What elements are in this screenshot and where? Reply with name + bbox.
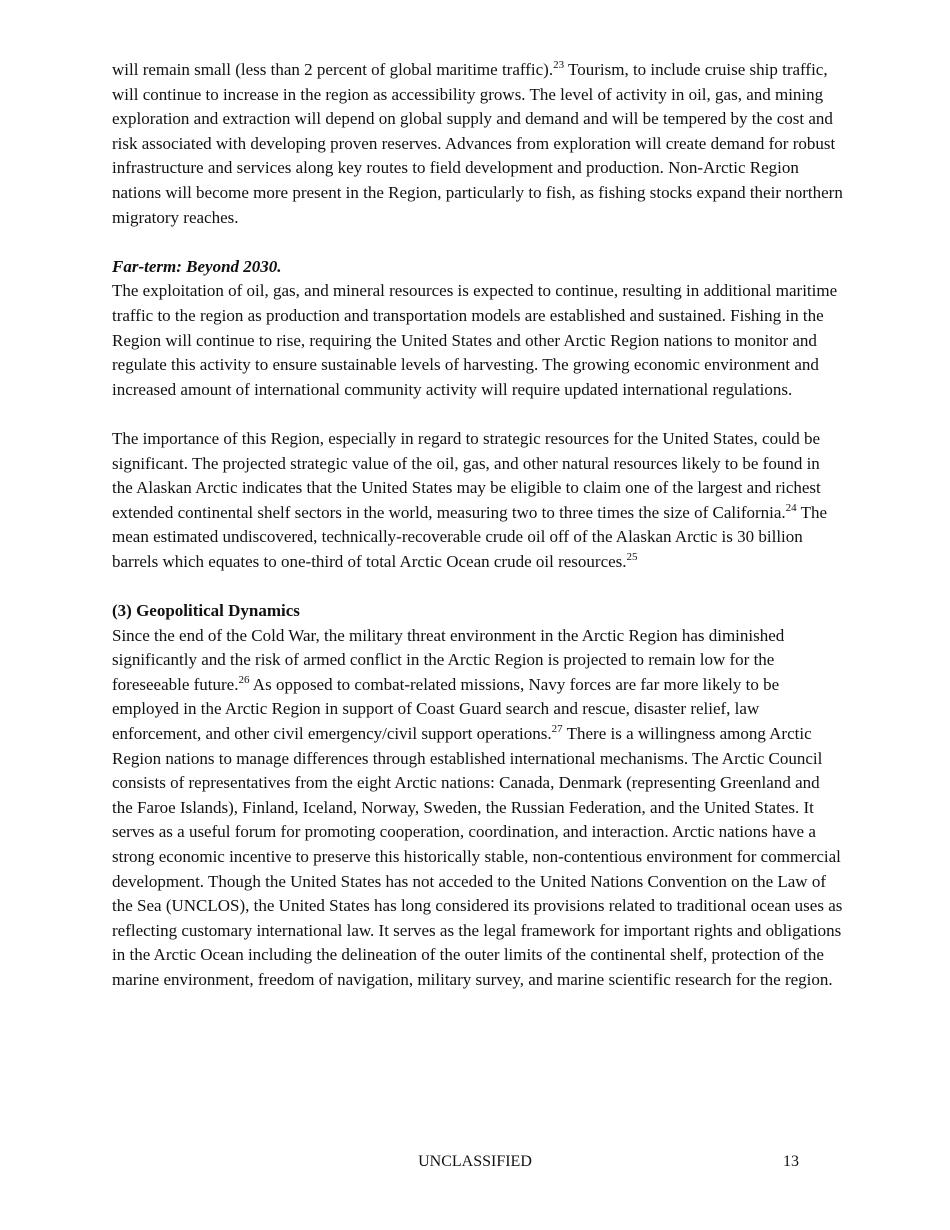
paragraph-strategic-resources (112, 427, 844, 575)
footnote-ref[interactable]: 25 (626, 550, 638, 563)
paragraph-gap (112, 574, 844, 599)
footnote-ref[interactable]: 23 (553, 59, 565, 71)
paragraph-text: As opposed to combat-related missions, Navy forces are far more likely to be employed in the Arctic Region in support of Coast Guard search and rescue, disaster relief, law enforcement, and other civil emergency/civil support operations. (112, 674, 780, 744)
paragraph-text: Tourism, to include cruise ship traffic, will continue to increase in the region as accessibility grows. The level of activity in oil, gas, and mining exploration and extraction will depend on global supply and demand and will be tempered by the cost and risk associated with developing proven reserves. Advances from exploration will create demand for robust infrastructure and services along key routes to field development and production. Non-Arctic Region nations will become more present in the Region, particularly to fish, as fishing stocks expand their northern migratory reaches. (112, 60, 843, 227)
paragraph-far-term: The exploitation of oil, gas, and mineral resources is expected to continue, resulting in additional maritime traffic to the region as production and transportation models are established and sustained. Fishing in the Region will continue to rise, requiring the United States and other Arctic Region nations to monitor and regulate this activity to ensure sustainable levels of harvesting. The growing economic environment and increased amount of international community activity will require updated international regulations. (112, 281, 838, 399)
paragraph-text: The importance of this Region, especially in regard to strategic resources for the United States, could be significant. The projected strategic value of the oil, gas, and other natural resources likely to be found in the Alaskan Arctic indicates that the United States may be eligible to claim one of the largest and richest extended continental shelf sectors in the world, measuring two to three times the size of California. (112, 428, 821, 522)
page-number: 13 (783, 1153, 799, 1170)
document-body (112, 58, 844, 993)
footnote-ref[interactable]: 26 (238, 673, 250, 686)
paragraph-gap (112, 230, 844, 255)
paragraph-text: Since the end of the Cold War, the military threat environment in the Arctic Region has diminished significantly and the risk of armed conflict in the Arctic Region is projected to remain low for the foreseeable future. (112, 625, 785, 694)
paragraph-text: The mean estimated undiscovered, technically-recoverable crude oil off of the Alaskan Arctic is 30 billion barrels which equates to one-third of total Arctic Ocean crude oil resources. (112, 502, 828, 571)
footnote-ref[interactable]: 27 (551, 723, 563, 736)
paragraph-geopolitical (112, 624, 844, 993)
paragraph-text: There is a willingness among Arctic Region nations to manage differences through established international mechanisms. The Arctic Council consists of representatives from the eight Arctic nations: Canada, Denmark (representing Greenland and the Faroe Islands), Finland, Iceland, Norway, Sweden, the Russian Federation, and the United States. It serves as a useful forum for promoting cooperation, coordination, and interaction. Arctic nations have a strong economic incentive to preserve this historically stable, non-contentious environment for commercial development. Though the United States has not acceded to the United Nations Convention on the Law of the Sea (UNCLOS), the United States has long considered its provisions related to traditional ocean uses as reflecting customary international law. It serves as the legal framework for important rights and obligations in the Arctic Ocean including the delineation of the outer limits of the continental shelf, protection of the marine environment, freedom of navigation, military survey, and marine scientific research for the region. (112, 724, 843, 989)
paragraph-gap (112, 402, 844, 427)
footnote-ref[interactable]: 24 (785, 501, 797, 514)
section-heading-far-term: Far-term: Beyond 2030. (112, 256, 282, 276)
paragraph-text: will remain small (less than 2 percent of global maritime traffic). (112, 60, 554, 79)
paragraph-maritime-traffic (112, 58, 844, 230)
section-heading-geopolitical: (3) Geopolitical Dynamics (112, 601, 300, 621)
classification-marking: UNCLASSIFIED (418, 1153, 532, 1170)
